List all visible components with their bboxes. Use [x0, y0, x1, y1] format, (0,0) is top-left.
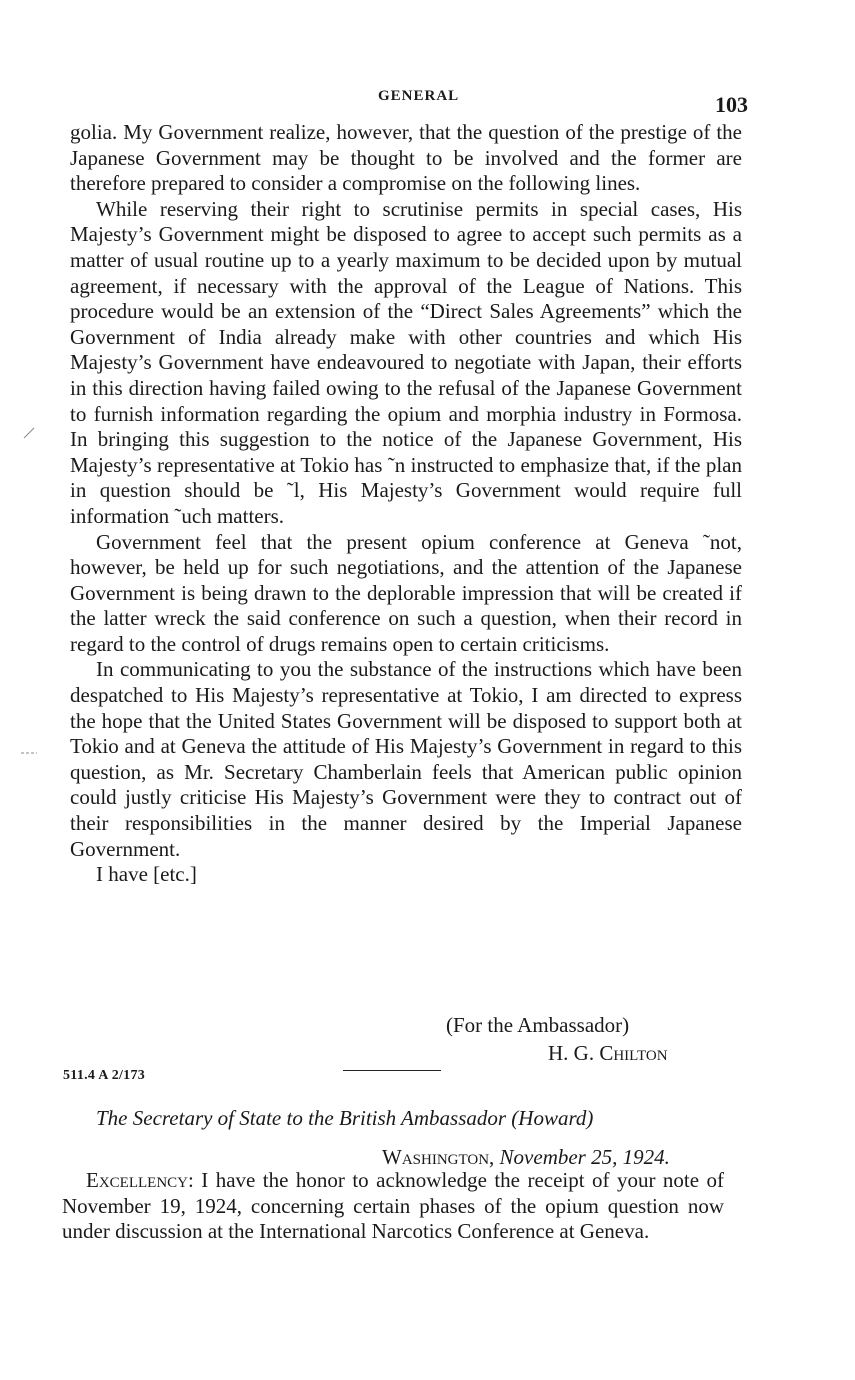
paragraph-1: golia. My Government realize, however, that the question of the prestige of the Japanese Government may be thought to be involved and the former are therefore prepared to consider a compromise on the following lines.	[70, 120, 742, 196]
dateline-place: Washington	[382, 1145, 490, 1169]
paragraph-2: While reserving their right to scrutinise permits in special cases, His Majesty’s Government might be disposed to agree to accept such permits as a matter of usual routine up to a yearly maximum to be decided upon by mutual agreement, if necessary with the approval of the League of Nations. This procedure would be an extension of the “Direct Sales Agreements” which the Government of India already make with other countries and which His Majesty’s Government have endeavoured to negotiate with Japan, their efforts in this direction having failed owing to the refusal of the Japanese Government to furnish information regarding the opium and morphia industry in Formosa. In bringing this suggestion to the notice of the Japanese Government, His Majesty’s representative at Tokio has ˜n instructed to emphasize that, if the plan in question should be ˜l, His Majesty’s Government would require full information ˜uch matters.	[70, 196, 742, 528]
dateline-separator: ,	[489, 1145, 500, 1169]
paragraph-4: In communicating to you the substance of the instructions which have been despatched to His Majesty’s representative at Tokio, I am directed to express the hope that the United States Government will be disposed to support both at Tokio and at Geneva the attitude of His Majesty’s Government in regard to this question, as Mr. Secretary Chamberlain feels that American public opinion could justly criticise His Majesty’s Government were they to contract out of their responsibilities in the manner desired by the Imperial Japanese Government.	[70, 657, 742, 861]
signature-initials: H. G.	[548, 1041, 600, 1065]
signature-surname: Chilton	[599, 1041, 668, 1065]
reply-text: I have the honor to acknowledge the receipt of your note of November 19, 1924, concerning certain phases of the opium question now under discussion at the International Narcotics Conference at Geneva.	[62, 1168, 724, 1244]
dateline-date: November 25, 1924.	[499, 1145, 670, 1169]
file-number: 511.4 A 2/173	[63, 1068, 146, 1083]
heading-name: Howard	[518, 1106, 587, 1130]
heading-close: )	[586, 1106, 594, 1130]
dateline	[382, 1145, 670, 1170]
reply-body	[62, 1168, 724, 1245]
margin-dash-mark	[20, 750, 38, 756]
section-divider	[343, 1070, 441, 1071]
paragraph-3: Government feel that the present opium conference at Geneva ˜not, however, be held up for such negotiations, and the attention of the Japanese Government is being drawn to the deplorable impression that will be created if the latter wreck the said conference on such a question, when their record in regard to the control of drugs remains open to certain criticisms.	[70, 529, 742, 656]
signature-name	[548, 1040, 668, 1066]
page-number: 103	[715, 92, 748, 117]
margin-tick-mark	[22, 426, 36, 440]
salutation: Excellency	[86, 1168, 188, 1192]
signature-for-line: (For the Ambassador)	[446, 1013, 630, 1037]
document-heading	[96, 1106, 593, 1131]
salutation-separator: :	[188, 1168, 202, 1192]
reply-paragraph	[62, 1168, 724, 1245]
paragraph-5: I have [etc.]	[96, 862, 197, 887]
heading-text: The Secretary of State to the British Ambassador (	[96, 1106, 519, 1130]
letter-body	[70, 120, 742, 888]
running-head: GENERAL	[378, 88, 460, 104]
